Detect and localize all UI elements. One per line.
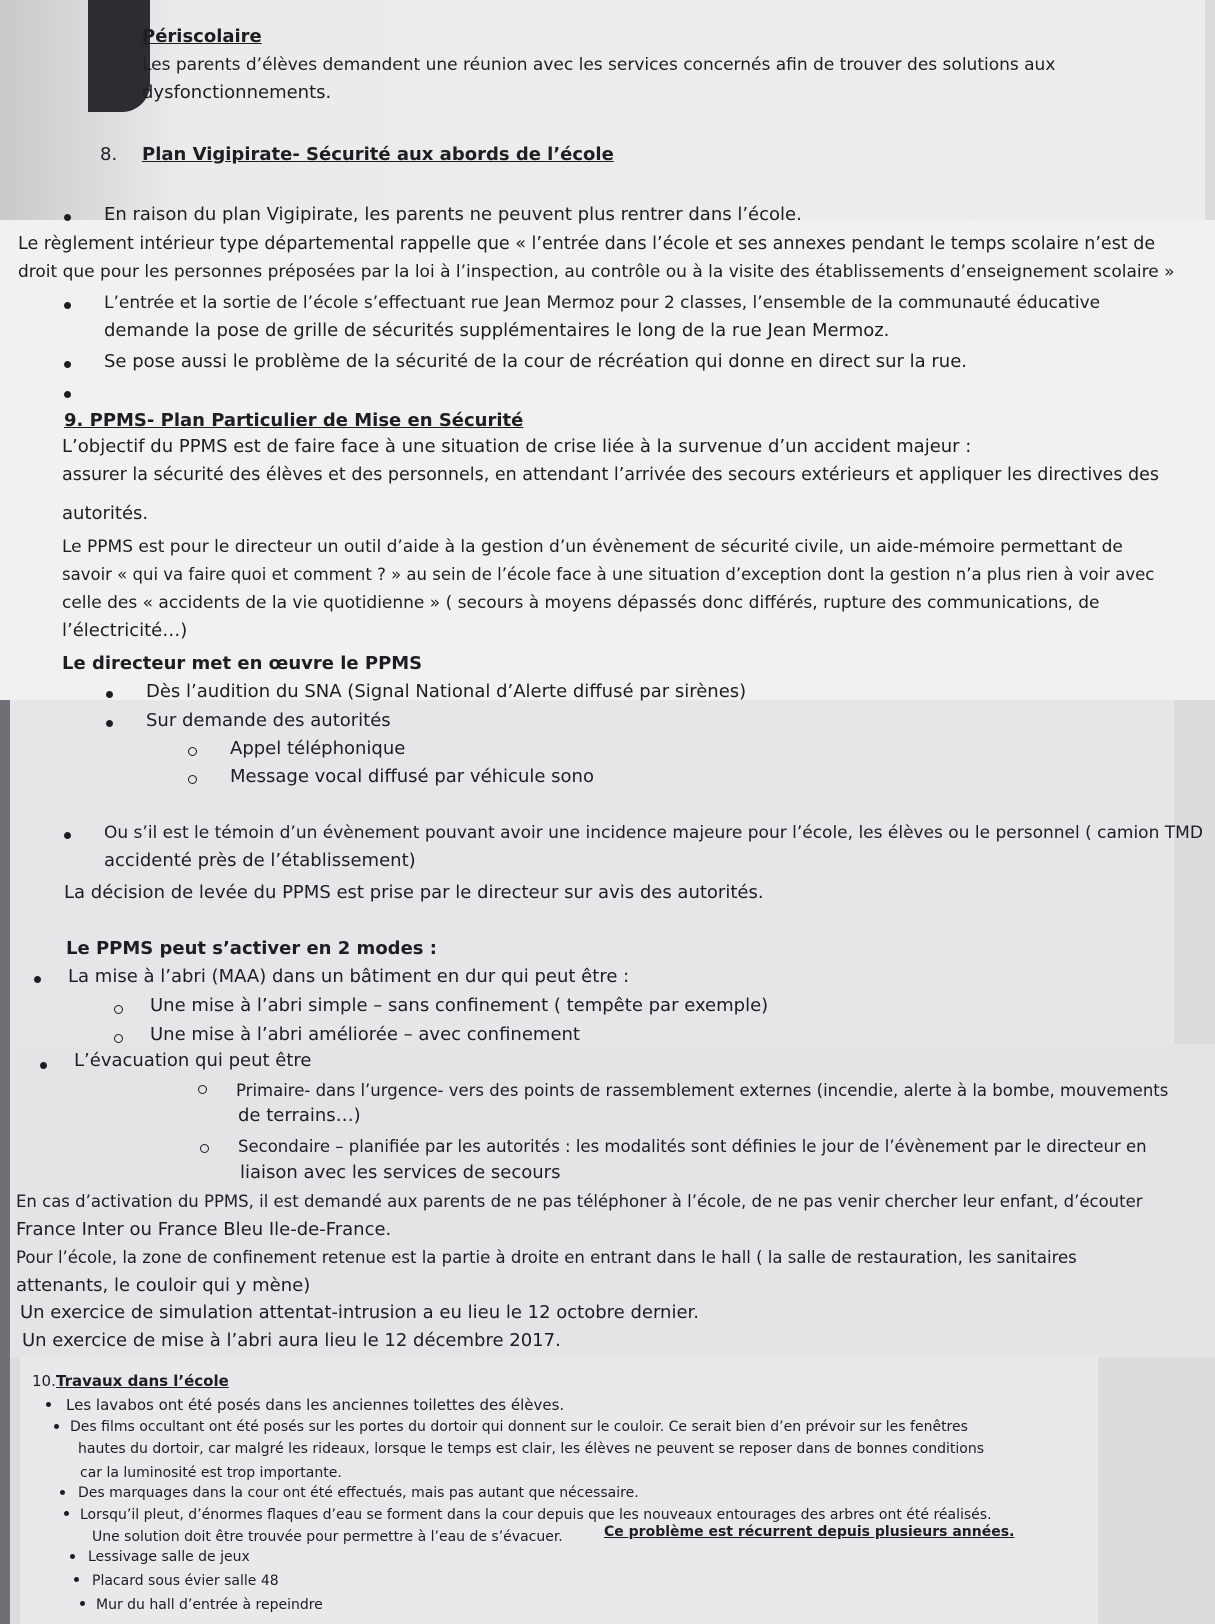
section-9-mode-evacuation: L’évacuation qui peut être	[74, 1050, 312, 1071]
section-9-trigger-3-line-2: accidenté près de l’établissement)	[104, 850, 416, 871]
photo-shadow	[88, 0, 150, 112]
section-9-evac-secondary-line-1: Secondaire – planifiée par les autorités : les modalités sont définies le jour de l’évènement par le directeur en	[238, 1137, 1147, 1156]
bullet-icon	[106, 691, 113, 698]
section-9-objective-line-2: assurer la sécurité des élèves et des personnels, en attendant l’arrivée des secours extérieurs et appliquer les directives des	[62, 465, 1159, 485]
page-edge-shadow	[0, 700, 10, 1624]
section-9-confinement-line-1: Pour l’école, la zone de confinement retenue est la partie à droite en entrant dans le hall ( la salle de restauration, les sanitaires	[16, 1248, 1077, 1267]
section-9-title: 9. PPMS- Plan Particulier de Mise en Sécurité	[64, 410, 524, 431]
circle-bullet-icon	[200, 1144, 209, 1153]
section-9-trigger-3-line-1: Ou s’il est le témoin d’un évènement pouvant avoir une incidence majeure pour l’école, les élèves ou le personnel ( camion TMD	[104, 823, 1203, 843]
section-9-lifting-decision: La décision de levée du PPMS est prise par le directeur sur avis des autorités.	[64, 882, 764, 903]
section-8-para-line-2: droit que pour les personnes préposées par la loi à l’inspection, au contrôle ou à la visite des établissements d’enseignement scolaire »	[18, 262, 1175, 282]
section-9-director-line-2: savoir « qui va faire quoi et comment ? » au sein de l’école face à une situation d’exception dont la gestion n’a plus rien à voir avec	[62, 565, 1155, 584]
section-9-trigger-2b: Message vocal diffusé par véhicule sono	[230, 766, 594, 787]
section-9-evac-primary-line-1: Primaire- dans l’urgence- vers des points de rassemblement externes (incendie, alerte à la bombe, mouvements	[236, 1081, 1169, 1100]
circle-bullet-icon	[188, 747, 197, 756]
section-9-objective-line-3: autorités.	[62, 503, 149, 524]
works-item-3: Des marquages dans la cour ont été effectués, mais pas autant que nécessaire.	[78, 1485, 639, 1501]
works-item-4-line-2: Une solution doit être trouvée pour permettre à l’eau de s’évacuer.	[92, 1529, 563, 1545]
circle-bullet-icon	[114, 1034, 123, 1043]
section-9-trigger-2a: Appel téléphonique	[230, 738, 406, 759]
section-9-evac-secondary-line-2: liaison avec les services de secours	[240, 1162, 561, 1183]
bullet-icon	[64, 1511, 69, 1516]
section-9-shelter-improved: Une mise à l’abri améliorée – avec confinement	[150, 1024, 580, 1045]
works-item-2-line-1: Des films occultant ont été posés sur les portes du dortoir qui donnent sur le couloir. Ce serait bien d’en prévoir sur les fenêtres	[70, 1419, 968, 1435]
section-8-title: Plan Vigipirate- Sécurité aux abords de l’école	[142, 144, 614, 165]
bullet-icon	[64, 361, 71, 368]
bullet-icon	[46, 1402, 51, 1407]
bullet-icon	[40, 1062, 47, 1069]
bullet-icon	[34, 976, 41, 983]
section-8-bullet-1: En raison du plan Vigipirate, les parents ne peuvent plus rentrer dans l’école.	[104, 204, 802, 225]
section-9-director-line-1: Le PPMS est pour le directeur un outil d’aide à la gestion d’un évènement de sécurité civile, un aide-mémoire permettant de	[62, 537, 1123, 557]
bullet-icon	[60, 1490, 65, 1495]
works-item-7: Mur du hall d’entrée à repeindre	[96, 1597, 323, 1613]
section-8-bullet-3: Se pose aussi le problème de la sécurité de la cour de récréation qui donne en direct sur la rue.	[104, 351, 967, 372]
section-7-line-2: dysfonctionnements.	[142, 82, 332, 103]
section-9-shelter-simple: Une mise à l’abri simple – sans confinement ( tempête par exemple)	[150, 995, 769, 1016]
section-8-bullet-2-line-1: L’entrée et la sortie de l’école s’effectuant rue Jean Mermoz pour 2 classes, l’ensemble de la communauté éducative	[104, 293, 1101, 313]
bullet-icon	[64, 391, 71, 398]
section-9-evac-primary-line-2: de terrains…)	[238, 1105, 361, 1126]
section-8-bullet-2-line-2: demande la pose de grille de sécurités supplémentaires le long de la rue Jean Mermoz.	[104, 320, 890, 341]
works-item-4-emphasis: Ce problème est récurrent depuis plusieurs années.	[604, 1524, 1015, 1540]
section-9-activation-line-1: En cas d’activation du PPMS, il est demandé aux parents de ne pas téléphoner à l’école, de ne pas venir chercher leur enfant, d’écouter	[16, 1192, 1143, 1211]
bullet-icon	[106, 720, 113, 727]
works-item-6: Placard sous évier salle 48	[92, 1573, 279, 1589]
section-9-implementation-heading: Le directeur met en œuvre le PPMS	[62, 653, 423, 674]
section-8-number: 8.	[100, 144, 118, 165]
works-item-2-line-3: car la luminosité est trop importante.	[80, 1465, 342, 1481]
circle-bullet-icon	[188, 775, 197, 784]
section-9-modes-heading: Le PPMS peut s’activer en 2 modes :	[66, 938, 437, 959]
section-8-para-line-1: Le règlement intérieur type départemental rappelle que « l’entrée dans l’école et ses annexes pendant le temps scolaire n’est de	[18, 234, 1156, 254]
section-7-title: Périscolaire	[142, 26, 262, 47]
section-9-objective-line-1: L’objectif du PPMS est de faire face à une situation de crise liée à la survenue d’un accident majeur :	[62, 436, 972, 457]
bullet-icon	[80, 1601, 85, 1606]
section-9-director-line-3: celle des « accidents de la vie quotidienne » ( secours à moyens dépassés donc différés, rupture des communications, de	[62, 593, 1100, 613]
section-9-mode-shelter: La mise à l’abri (MAA) dans un bâtiment en dur qui peut être :	[68, 966, 630, 987]
bullet-icon	[74, 1577, 79, 1582]
circle-bullet-icon	[198, 1085, 207, 1094]
section-9-trigger-2: Sur demande des autorités	[146, 710, 391, 731]
section-9-director-line-4: l’électricité…)	[62, 620, 188, 641]
bullet-icon	[64, 832, 71, 839]
bullet-icon	[64, 302, 71, 309]
section-10-number: 10.	[32, 1372, 56, 1390]
works-item-5: Lessivage salle de jeux	[88, 1549, 250, 1565]
works-item-2-line-2: hautes du dortoir, car malgré les rideaux, lorsque le temps est clair, les élèves ne peuvent se reposer dans de bonnes conditions	[78, 1441, 985, 1457]
section-9-exercise-2: Un exercice de mise à l’abri aura lieu le 12 décembre 2017.	[22, 1330, 561, 1351]
section-10-title: Travaux dans l’école	[56, 1372, 229, 1390]
section-7-line-1: Les parents d’élèves demandent une réunion avec les services concernés afin de trouver des solutions aux	[142, 55, 1056, 75]
bullet-icon	[70, 1554, 75, 1559]
section-9-activation-line-2: France Inter ou France Bleu Ile-de-France.	[16, 1219, 392, 1240]
section-9-exercise-1: Un exercice de simulation attentat-intrusion a eu lieu le 12 octobre dernier.	[20, 1302, 699, 1323]
bullet-icon	[64, 214, 71, 221]
bullet-icon	[54, 1424, 59, 1429]
works-item-1: Les lavabos ont été posés dans les anciennes toilettes des élèves.	[66, 1396, 565, 1414]
circle-bullet-icon	[114, 1005, 123, 1014]
works-item-4-line-1: Lorsqu’il pleut, d’énormes flaques d’eau se forment dans la cour depuis que les nouveaux entourages des arbres ont été réalisés.	[80, 1507, 992, 1523]
section-9-trigger-1: Dès l’audition du SNA (Signal National d’Alerte diffusé par sirènes)	[146, 681, 747, 702]
section-9-confinement-line-2: attenants, le couloir qui y mène)	[16, 1275, 311, 1296]
